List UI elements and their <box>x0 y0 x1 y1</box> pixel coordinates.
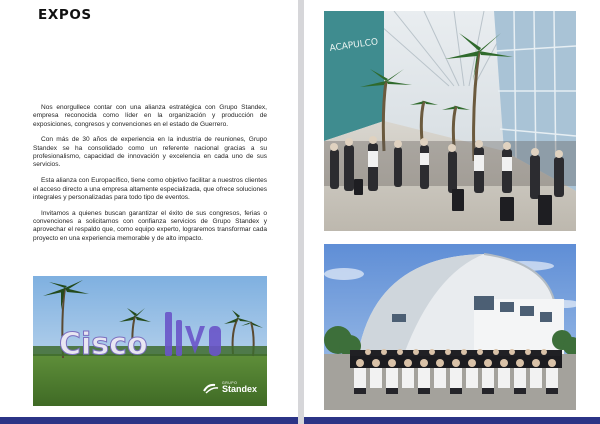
airport-terminal-photo <box>324 11 576 231</box>
bottom-accent-bar-right <box>304 417 600 424</box>
page-heading: EXPOS <box>38 7 92 23</box>
cisco-sign-photo <box>33 276 267 406</box>
paragraph-experience: Con más de 30 años de experiencia en la industria de reuniones, Grupo Standex se ha consolidado como un referente nacional gracias a su profesionalismo, capacidad de innovación y excelencia en cada uno de sus servicios. <box>33 136 267 169</box>
standex-logo-icon <box>203 382 219 394</box>
cisco-sign-text: Cisco <box>59 327 148 362</box>
left-page <box>0 0 298 424</box>
standex-logo <box>203 382 257 395</box>
airport-sign-text: ACAPULCO <box>329 37 379 54</box>
paragraph-invitation: Invitamos a quienes buscan garantizar el éxito de sus congresos, ferias o convenciones a solicitarnos con confianza servicios de Grupo Standex y aprovechar el respaldo que, como equipo experto, lograremos transformar cada proyecto en una experiencia memorable y de alto impacto. <box>33 209 267 242</box>
standex-logo-small: GRUPO <box>221 380 238 385</box>
body-text <box>33 104 267 251</box>
paragraph-objective: Esta alianza con Europacífico, tiene como objetivo facilitar a nuestros clientes el acceso directo a una empresa altamente especializada, que ofrece soluciones integrales y personalizadas para todo tipo de eventos. <box>33 177 268 201</box>
standex-logo-big: Standex <box>221 384 257 394</box>
bottom-accent-bar-left <box>0 417 298 424</box>
team-photo <box>324 244 576 410</box>
paragraph-alliance: Nos enorgullece contar con una alianza estratégica con Grupo Standex, empresa reconocida como líder en la organización y producción de exposiciones, congresos y convenciones en el estado de Guerrero. <box>33 104 267 128</box>
